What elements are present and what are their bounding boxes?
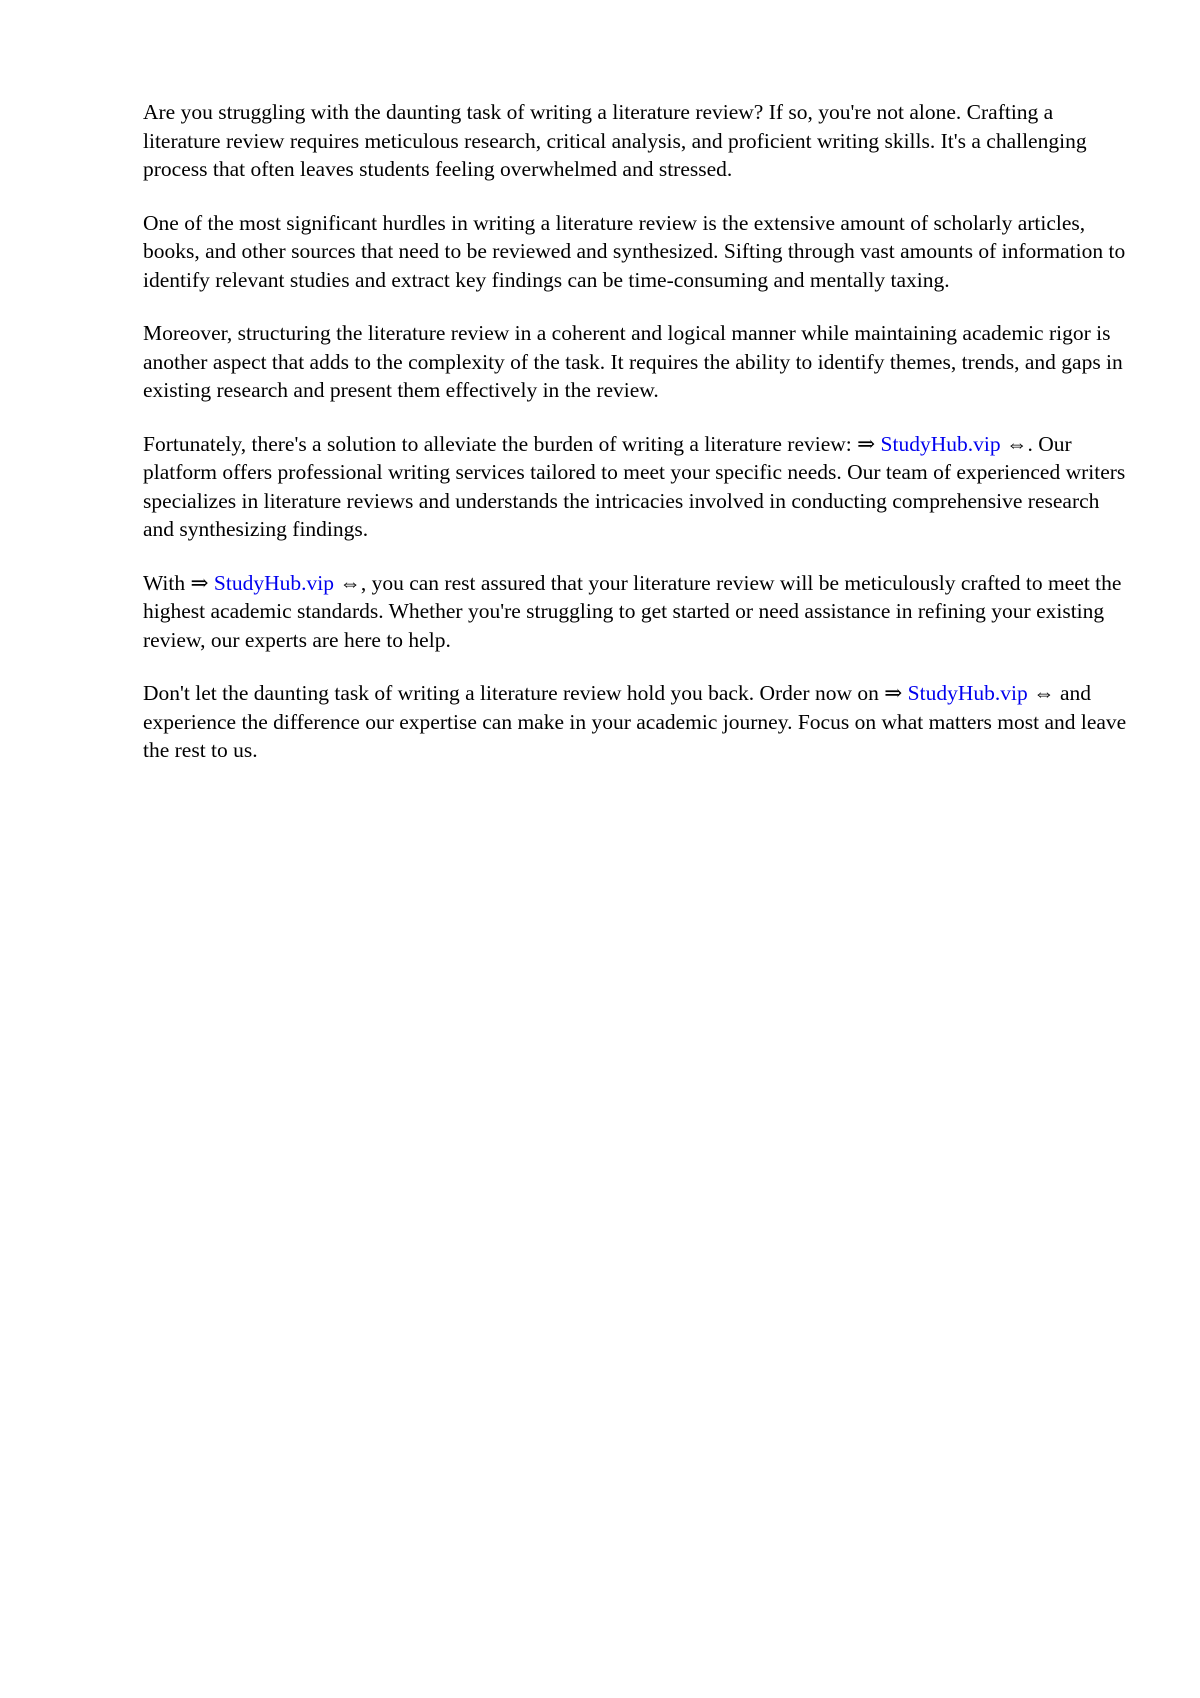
paragraph-assurance-text-after: ⇔, you can rest assured that your literature review will be meticulously crafted to meet the highest academic standards. Whether you're struggling to get started or need assistance in refining your existing review, our experts are here to help. <box>143 570 1122 652</box>
studyhub-link[interactable]: StudyHub.vip <box>907 681 1028 705</box>
paragraph-assurance-text-before: With ⇒ <box>143 570 214 595</box>
paragraph-solution-text-before: Fortunately, there's a solution to alleviate the burden of writing a literature review: ⇒ <box>143 431 881 456</box>
paragraph-assurance <box>143 569 1133 655</box>
paragraph-intro-text: Are you struggling with the daunting task of writing a literature review? If so, you're not alone. Crafting a literature review requires meticulous research, critical analysis, and proficient writing skills. It's a challenging process that often leaves students feeling overwhelmed and stressed. <box>143 100 1087 181</box>
document-page <box>143 98 1133 790</box>
paragraph-call-to-action-text-after: ⇔ and experience the difference our expertise can make in your academic journey. Focus on what matters most and leave the rest to us. <box>143 681 1127 762</box>
paragraph-solution-text-after: ⇔. Our platform offers professional writing services tailored to meet your specific needs. Our team of experienced writers specializes in literature reviews and understands the intricacies involved in conducting comprehensive research and synthesizing findings. <box>143 431 1126 541</box>
paragraph-call-to-action <box>143 679 1133 765</box>
paragraph-solution <box>143 430 1133 544</box>
paragraph-hurdles-text: One of the most significant hurdles in writing a literature review is the extensive amount of scholarly articles, books, and other sources that need to be reviewed and synthesized. Sifting through vast amounts of information to identify relevant studies and extract key findings can be time-consuming and mentally taxing. <box>143 210 1126 292</box>
paragraph-intro <box>143 98 1133 184</box>
paragraph-hurdles <box>143 209 1133 295</box>
paragraph-structure-text: Moreover, structuring the literature review in a coherent and logical manner while maintaining academic rigor is another aspect that adds to the complexity of the task. It requires the ability to identify themes, trends, and gaps in existing research and present them effectively in the review. <box>143 321 1123 402</box>
studyhub-link[interactable]: StudyHub.vip <box>213 570 334 595</box>
studyhub-link[interactable]: StudyHub.vip <box>880 431 1001 456</box>
paragraph-structure <box>143 319 1133 405</box>
paragraph-call-to-action-text-before: Don't let the daunting task of writing a literature review hold you back. Order now on ⇒ <box>143 681 908 705</box>
